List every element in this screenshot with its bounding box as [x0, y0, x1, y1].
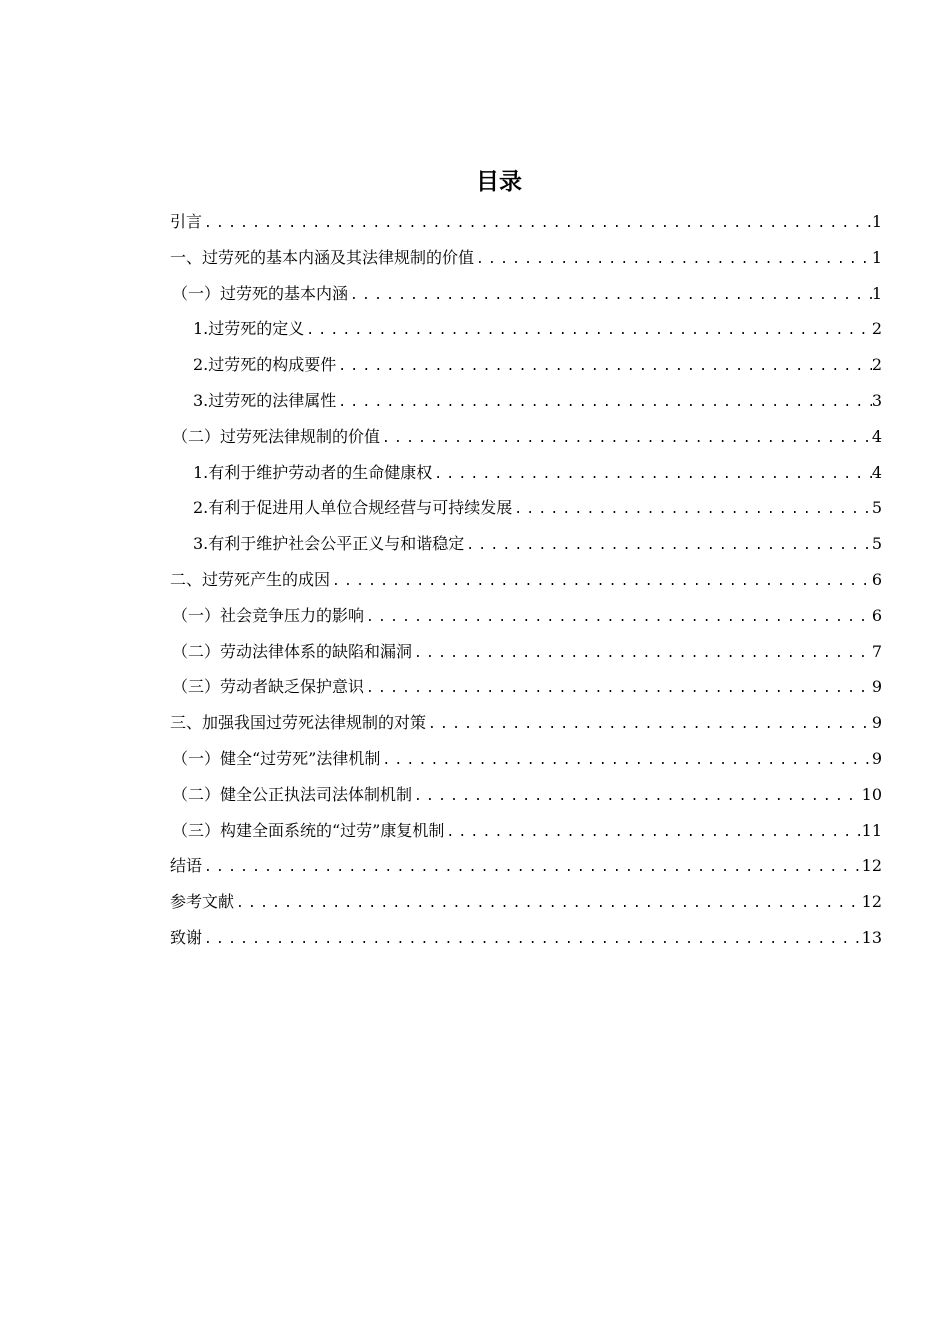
toc-entry — [170, 204, 882, 240]
toc-entry-text: （二）劳动法律体系的缺陷和漏洞 — [172, 641, 413, 661]
toc-page-number: 1 — [871, 247, 882, 267]
toc-page-number: 2 — [871, 319, 882, 339]
toc-leader-dots — [336, 385, 872, 421]
toc-title: 目录 — [476, 169, 522, 195]
toc-entry — [170, 705, 882, 741]
toc-entry — [170, 920, 882, 956]
toc-leader-dots — [444, 815, 861, 851]
toc-entry-text: 二、过劳死产生的成因 — [170, 569, 331, 589]
toc-entry-text: （三）劳动者缺乏保护意识 — [172, 677, 365, 697]
toc-page-number: 1 — [871, 212, 882, 231]
toc-page-number: 3 — [871, 390, 882, 410]
toc-leader-dots — [364, 671, 872, 707]
toc-leader-dots — [432, 457, 872, 493]
toc-leader-dots — [512, 492, 872, 528]
toc-entry — [170, 490, 882, 526]
toc-entry-text: （一）过劳死的基本内涵 — [172, 283, 349, 303]
toc-leader-dots — [412, 779, 862, 815]
toc-entry — [170, 419, 882, 455]
toc-entry-text: 三、加强我国过劳死法律规制的对策 — [170, 713, 427, 733]
toc-entry — [170, 276, 882, 312]
toc-page-number: 9 — [871, 713, 882, 733]
toc-entry — [170, 634, 882, 670]
toc-page-number: 4 — [871, 462, 882, 482]
toc-page-number: 9 — [871, 677, 882, 697]
toc-entry-text: 2.过劳死的构成要件 — [193, 355, 337, 375]
toc-leader-dots — [348, 278, 872, 314]
toc-entry — [170, 598, 882, 634]
toc-entry-text: 2.有利于促进用人单位合规经营与可持续发展 — [193, 498, 513, 518]
toc-leader-dots — [474, 242, 872, 278]
toc-entry — [170, 848, 882, 884]
toc-entry — [170, 526, 882, 562]
toc-leader-dots — [380, 421, 872, 457]
toc-entry-text: 1.过劳死的定义 — [193, 319, 305, 339]
toc-page-number: 9 — [871, 748, 882, 768]
toc-entry-text: 引言 — [170, 212, 203, 231]
toc-entry — [170, 813, 882, 849]
toc-entry — [170, 562, 882, 598]
toc-page-number: 5 — [871, 534, 882, 554]
toc-entry — [170, 455, 882, 491]
toc-page-number: 6 — [871, 605, 882, 625]
toc-leader-dots — [234, 886, 862, 922]
toc-page-number: 11 — [861, 820, 882, 840]
toc-page-number: 4 — [871, 426, 882, 446]
toc-entry-text: （二）健全公正执法司法体制机制 — [172, 784, 413, 804]
toc-page-number: 12 — [861, 892, 882, 912]
toc-entry — [170, 669, 882, 705]
table-of-contents — [170, 204, 882, 956]
toc-leader-dots — [412, 636, 872, 672]
toc-leader-dots — [336, 349, 872, 385]
toc-entry-text: 参考文献 — [170, 892, 235, 912]
toc-entry-text: 致谢 — [170, 927, 203, 947]
toc-page-number: 7 — [871, 641, 882, 661]
toc-leader-dots — [380, 743, 871, 779]
toc-entry — [170, 347, 882, 383]
toc-page-number: 6 — [871, 569, 882, 589]
toc-entry-text: 3.有利于维护社会公平正义与和谐稳定 — [193, 534, 465, 554]
toc-page-number: 12 — [861, 856, 882, 876]
toc-leader-dots — [202, 850, 862, 886]
toc-entry-text: （三）构建全面系统的“过劳”康复机制 — [172, 820, 445, 840]
toc-leader-dots — [202, 922, 862, 958]
toc-entry — [170, 383, 882, 419]
toc-entry-text: 1.有利于维护劳动者的生命健康权 — [193, 462, 433, 482]
toc-page-number: 5 — [871, 498, 882, 518]
toc-leader-dots — [426, 707, 872, 743]
toc-entry-text: （一）健全“过劳死”法律机制 — [172, 748, 381, 768]
toc-entry-text: 一、过劳死的基本内涵及其法律规制的价值 — [170, 247, 475, 267]
toc-entry — [170, 311, 882, 347]
toc-leader-dots — [330, 564, 872, 600]
toc-entry-text: （一）社会竞争压力的影响 — [172, 605, 365, 625]
toc-leader-dots — [464, 528, 872, 564]
toc-leader-dots — [364, 600, 872, 636]
toc-entry-text: 结语 — [170, 856, 203, 876]
toc-entry — [170, 741, 882, 777]
toc-entry — [170, 777, 882, 813]
toc-entry-text: 3.过劳死的法律属性 — [193, 390, 337, 410]
toc-page-number: 10 — [861, 784, 882, 804]
toc-leader-dots — [304, 313, 872, 349]
toc-leader-dots — [202, 206, 872, 242]
toc-page-number: 1 — [871, 283, 882, 303]
toc-entry — [170, 884, 882, 920]
toc-entry-text: （二）过劳死法律规制的价值 — [172, 426, 381, 446]
toc-entry — [170, 240, 882, 276]
toc-page-number: 13 — [861, 927, 882, 947]
toc-page-number: 2 — [871, 355, 882, 375]
